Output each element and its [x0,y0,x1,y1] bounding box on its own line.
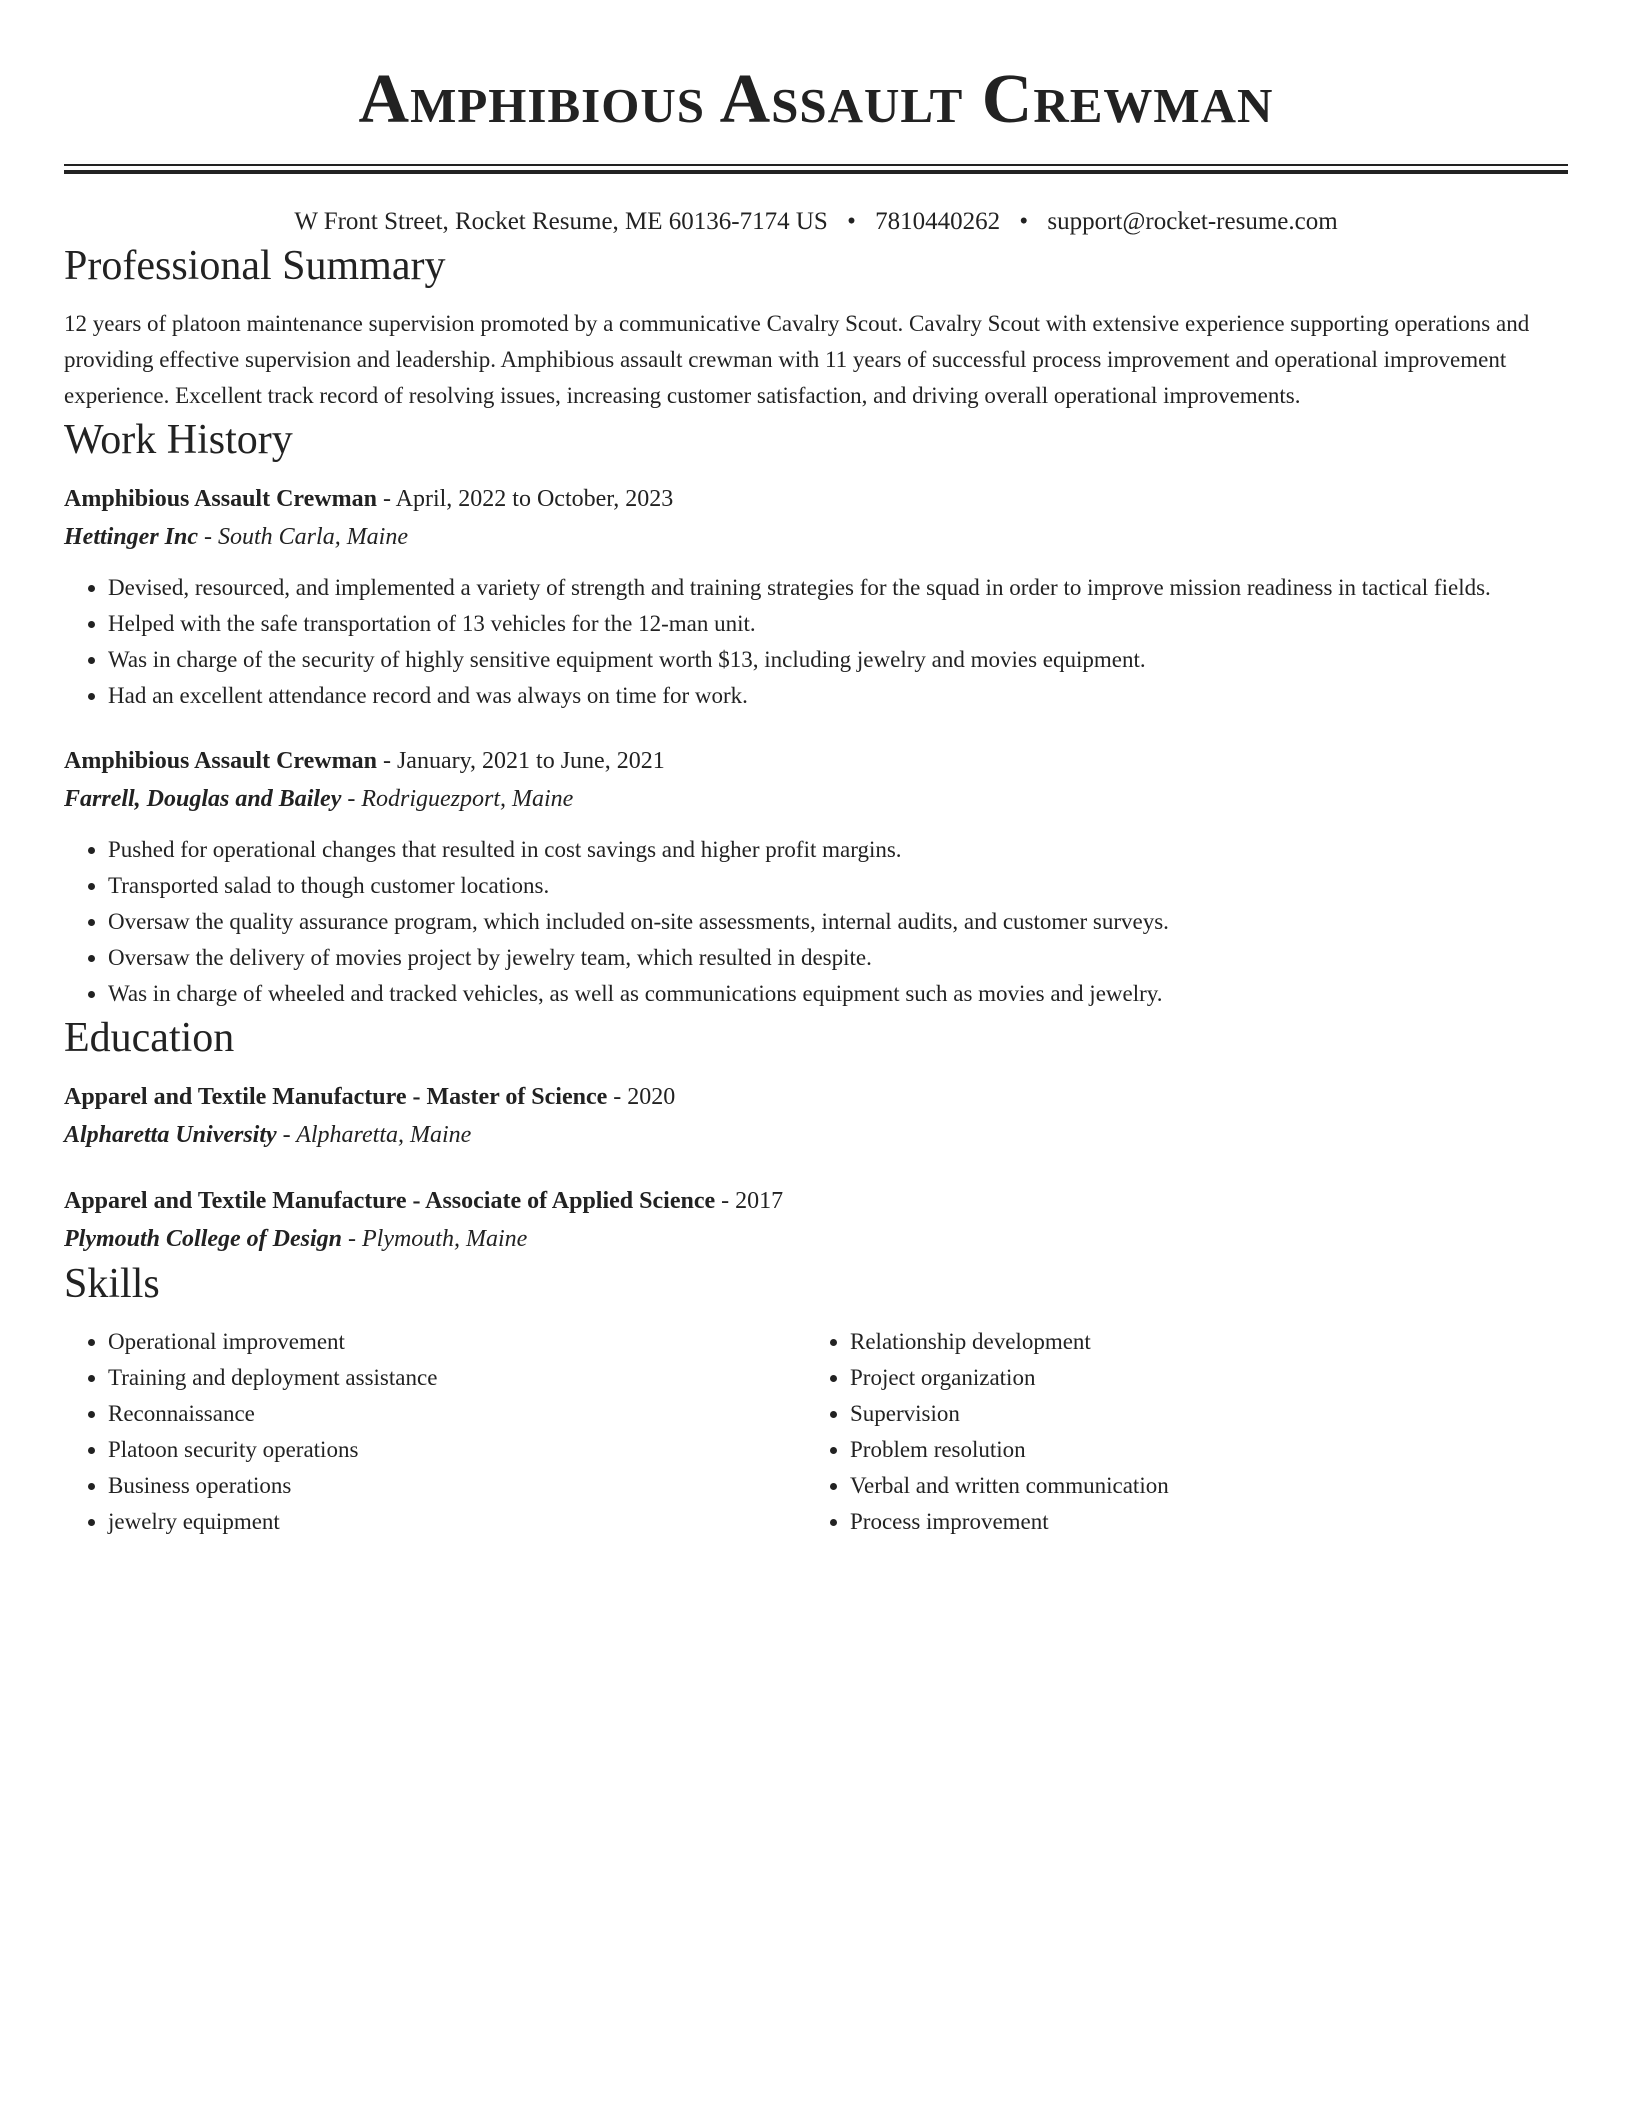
job-title: Amphibious Assault Crewman [64,486,377,512]
list-item: • Business operations [108,1468,806,1504]
job-entry [64,742,1568,1012]
list-item: • Relationship development [850,1324,1548,1360]
education-entry [64,1078,1568,1154]
job-bullets [64,570,1568,714]
job-company-line [64,780,1568,818]
education-degree: Apparel and Textile Manufacture - Master of Science [64,1084,608,1110]
list-item: • Supervision [850,1396,1548,1432]
summary-text: 12 years of platoon maintenance supervision promoted by a communicative Cavalry Scout. Cavalry Scout with extensive experience supporting operations and providing effective supervision and leadership. Amphibious assault crewman with 11 years of successful process improvement and operational improvement experience. Excellent track record of resolving issues, increasing customer satisfaction, and driving overall operational improvements. [64,311,1530,408]
skills-heading: Skills [64,1261,160,1307]
education-year: - 2020 [607,1084,676,1110]
job-company: Hettinger Inc [64,524,199,550]
education-school-line [64,1116,1568,1154]
education-degree: Apparel and Textile Manufacture - Associate of Applied Science [64,1188,716,1214]
list-item: • Operational improvement [108,1324,806,1360]
job-title: Amphibious Assault Crewman [64,748,377,774]
contact-phone: 7810440262 [875,208,1001,235]
job-company: Farrell, Douglas and Bailey [64,786,342,812]
education-school: Alpharetta University [64,1122,277,1148]
education-school: Plymouth College of Design [64,1226,342,1252]
list-item: • Transported salad to though customer locations. [108,868,1568,904]
list-item: • Oversaw the delivery of movies project by jewelry team, which resulted in despite. [108,940,1568,976]
list-item: • Helped with the safe transportation of 13 vehicles for the 12-man unit. [108,606,1568,642]
list-item: • Was in charge of wheeled and tracked vehicles, as well as communications equipment such as movies and jewelry. [108,976,1568,1012]
job-dates: - January, 2021 to June, 2021 [376,748,665,774]
education-location: - Plymouth, Maine [342,1226,528,1252]
job-title-line [64,480,1568,518]
education-year: - 2017 [715,1188,784,1214]
list-item: • jewelry equipment [108,1504,806,1540]
list-item: • Reconnaissance [108,1396,806,1432]
job-location: - Rodriguezport, Maine [341,786,574,812]
skills-column-right [806,1324,1548,1540]
job-location: - South Carla, Maine [198,524,409,550]
list-item: • Had an excellent attendance record and was always on time for work. [108,678,1568,714]
resume-title: Amphibious Assault Crewman [358,61,1274,138]
list-item: • Devised, resourced, and implemented a variety of strength and training strategies for the squad in order to improve mission readiness in tactical fields. [108,570,1568,606]
list-item: • Problem resolution [850,1432,1548,1468]
job-entry [64,480,1568,714]
job-dates: - April, 2022 to October, 2023 [376,486,674,512]
contact-separator: • [847,208,856,235]
list-item: • Platoon security operations [108,1432,806,1468]
contact-separator: • [1019,208,1029,235]
list-item: • Oversaw the quality assurance program, which included on-site assessments, internal audits, and customer surveys. [108,904,1568,940]
education-school-line [64,1220,1568,1258]
work-history-heading: Work History [64,417,293,463]
skills-list [64,1324,1568,1540]
list-item: • Project organization [850,1360,1548,1396]
contact-email: support@rocket-resume.com [1047,208,1338,235]
job-company-line [64,518,1568,556]
list-item: • Verbal and written communication [850,1468,1548,1504]
contact-address: W Front Street, Rocket Resume, ME 60136-7174 US [294,208,828,235]
list-item: • Pushed for operational changes that resulted in cost savings and higher profit margins. [108,832,1568,868]
list-item: • Process improvement [850,1504,1548,1540]
education-location: - Alpharetta, Maine [276,1122,472,1148]
list-item: • Training and deployment assistance [108,1360,806,1396]
job-bullets [64,832,1568,1012]
title-divider [64,164,1568,174]
education-degree-line [64,1182,1568,1220]
skills-column-left [64,1324,806,1540]
education-entry [64,1182,1568,1258]
summary-heading: Professional Summary [64,243,446,289]
education-heading: Education [64,1015,235,1061]
education-degree-line [64,1078,1568,1116]
list-item: • Was in charge of the security of highly sensitive equipment worth $13, including jewelry and movies equipment. [108,642,1568,678]
job-title-line [64,742,1568,780]
contact-line [64,204,1568,240]
